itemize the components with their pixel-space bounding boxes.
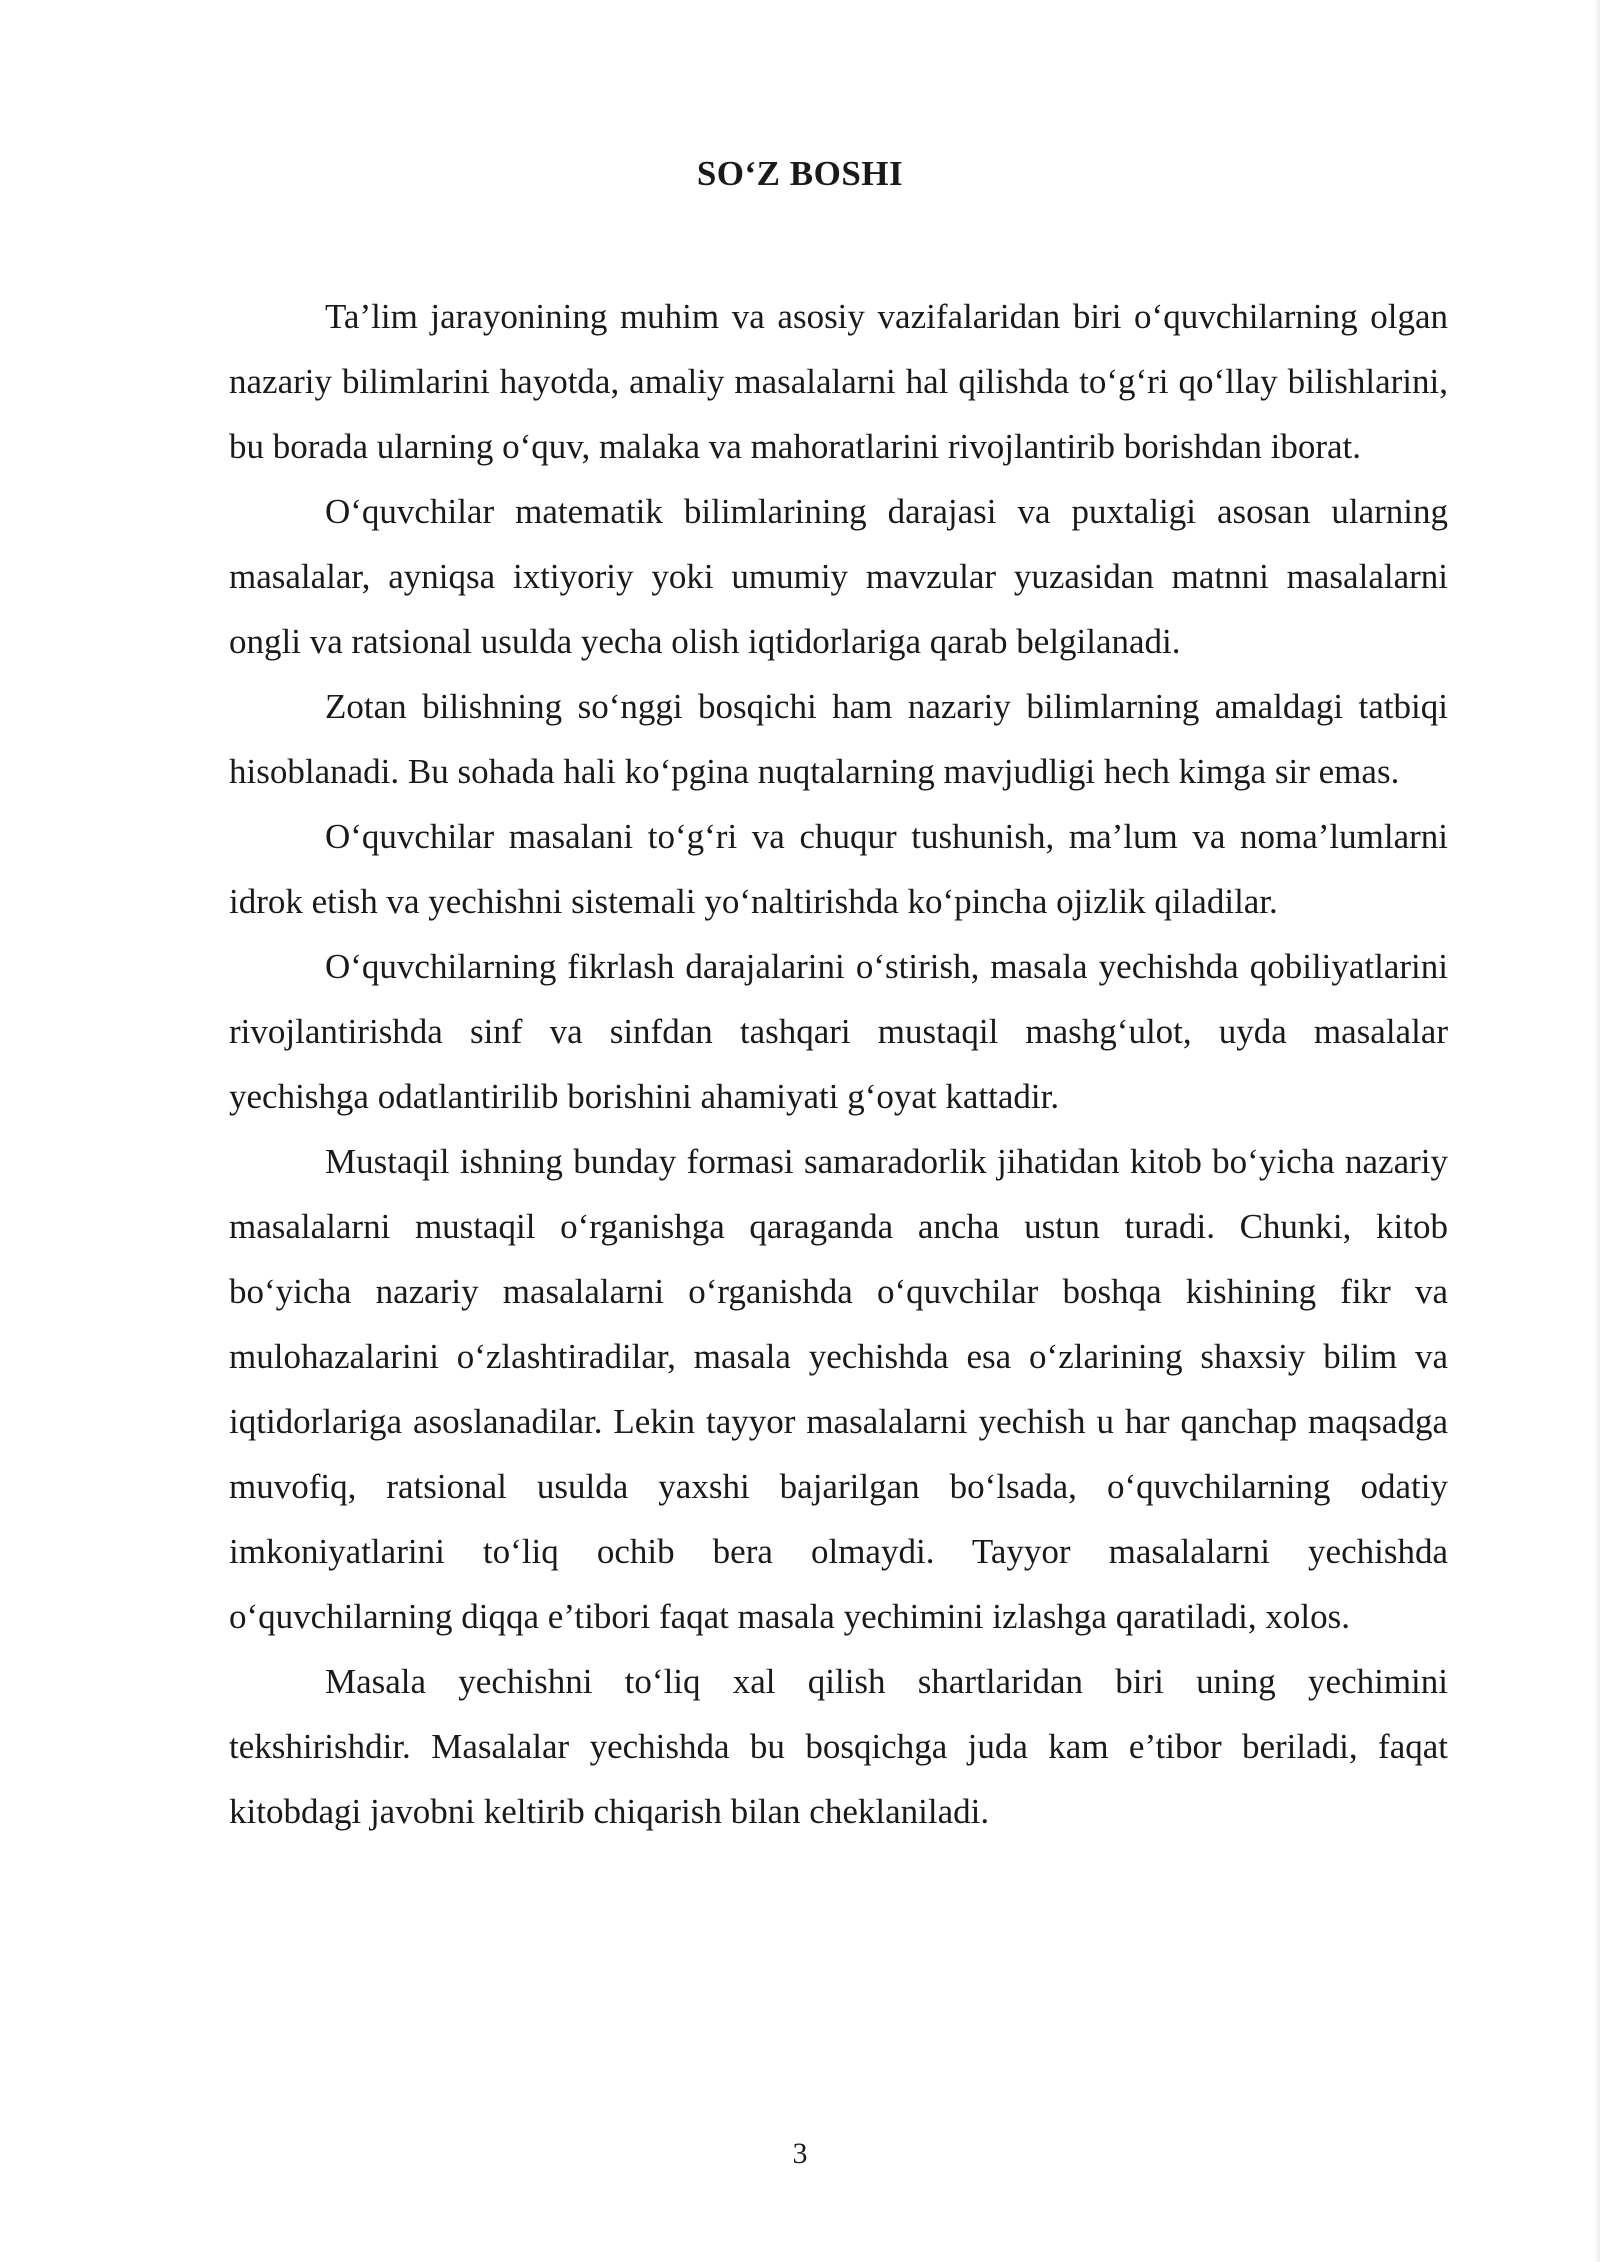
paragraph-4: O‘quvchilar masalani to‘g‘ri va chuqur tushunish, ma’lum va noma’lumlarni idrok etish va yechishni sistemali yo‘naltirishda ko‘pincha ojizlik qiladilar.	[229, 817, 1448, 921]
paragraph-7: Masala yechishni to‘liq xal qilish shartlaridan biri uning yechimini tekshirishdir. Masalalar yechishda bu bosqichga juda kam e’tibor beriladi, faqat kitobdagi javobni keltirib chiqarish bilan cheklaniladi.	[229, 1662, 1448, 1831]
paragraph-5: O‘quvchilarning fikrlash darajalarini o‘stirish, masala yechishda qobiliyatlarini rivojlantirishda sinf va sinfdan tashqari mustaqil mashg‘ulot, uyda masalalar yechishga odatlantirilib borishini ahamiyati g‘oyat kattadir.	[229, 947, 1448, 1116]
page-edge-shadow	[1594, 0, 1600, 2262]
paragraph-6: Mustaqil ishning bunday formasi samaradorlik jihatidan kitob bo‘yicha nazariy masalalarni mustaqil o‘rganishga qaraganda ancha ustun turadi. Chunki, kitob bo‘yicha nazariy masalalarni o‘rganishda o‘quvchilar boshqa kishining fikr va mulohazalarini o‘zlashtiradilar, masala yechishda esa o‘zlarining shaxsiy bilim va iqtidorlariga asoslanadilar. Lekin tayyor masalalarni yechish u har qanchap maqsadga muvofiq, ratsional usulda yaxshi bajarilgan bo‘lsada, o‘quvchilarning odatiy imkoniyatlarini to‘liq ochib bera olmaydi. Tayyor masalalarni yechishda o‘quvchilarning diqqa e’tibori faqat masala yechimini izlashga qaratiladi, xolos.	[229, 1142, 1448, 1636]
paragraph-2: O‘quvchilar matematik bilimlarining darajasi va puxtaligi asosan ularning masalalar, ayniqsa ixtiyoriy yoki umumiy mavzular yuzasidan matnni masalalarni ongli va ratsional usulda yecha olish iqtidorlariga qarab belgilanadi.	[229, 492, 1448, 661]
page-title: SO‘Z BOSHI	[696, 154, 904, 193]
paragraph-3: Zotan bilishning so‘nggi bosqichi ham nazariy bilimlarning amaldagi tatbiqi hisoblanadi. Bu sohada hali ko‘pgina nuqtalarning mavjudligi hech kimga sir emas.	[229, 687, 1448, 791]
page-number: 3	[792, 2137, 808, 2170]
body-text	[229, 284, 1448, 1844]
paragraph-1: Ta’lim jarayonining muhim va asosiy vazifalaridan biri o‘quvchilarning olgan nazariy bilimlarini hayotda, amaliy masalalarni hal qilishda to‘g‘ri qo‘llay bilishlarini, bu borada ularning o‘quv, malaka va mahoratlarini rivojlantirib borishdan iborat.	[229, 297, 1448, 466]
